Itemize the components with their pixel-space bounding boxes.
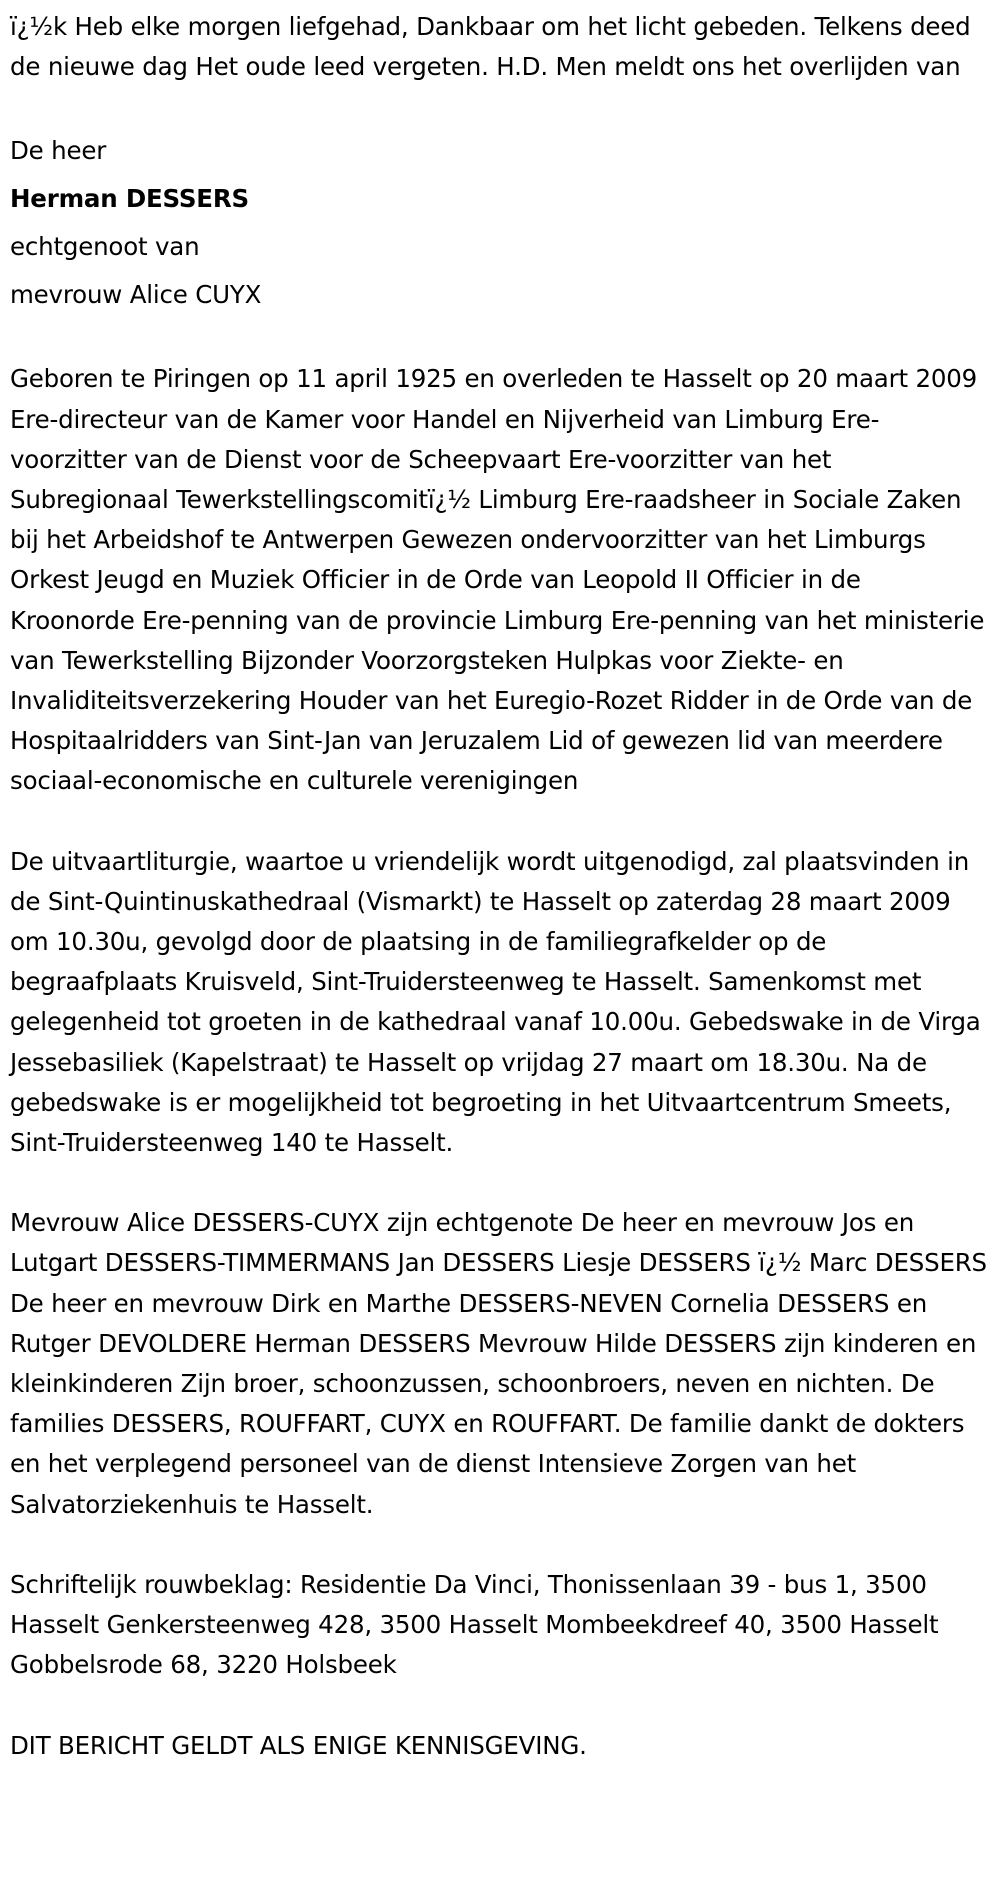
deceased-block [10, 127, 990, 319]
intro-verse: ï¿½k Heb elke morgen liefgehad, Dankbaar om het licht gebeden. Telkens deed de nieuwe dag Het oude leed vergeten. H.D. Men meldt ons het overlijden van [10, 12, 971, 82]
notice-line: DIT BERICHT GELDT ALS ENIGE KENNISGEVING. [10, 1730, 587, 1760]
spacer [10, 87, 990, 127]
spacer [10, 1686, 990, 1726]
condolences-paragraph: Schriftelijk rouwbeklag: Residentie Da Vinci, Thonissenlaan 39 - bus 1, 3500 Hasselt Genkersteenweg 428, 3500 Hasselt Mombeekdreef 40, 3500 Hasselt Gobbelsrode 68, 3220 Holsbeek [10, 1569, 939, 1680]
spouse-name: mevrouw Alice CUYX [10, 280, 262, 310]
spacer [10, 1163, 990, 1203]
biography-paragraph: Geboren te Piringen op 11 april 1925 en overleden te Hasselt op 20 maart 2009 Ere-directeur van de Kamer voor Handel en Nijverheid van Limburg Ere-voorzitter van de Dienst voor de Scheepvaart Ere-voorzitter van het Subregionaal Tewerkstellingscomitï¿½ Limburg Ere-raadsheer in Sociale Zaken bij het Arbeidshof te Antwerpen Gewezen ondervoorzitter van het Limburgs Orkest Jeugd en Muziek Officier in de Orde van Leopold II Officier in de Kroonorde Ere-penning van de provincie Limburg Ere-penning van het ministerie van Tewerkstelling Bijzonder Voorzorgsteken Hulpkas voor Ziekte- en Invaliditeitsverzekering Houder van het Euregio-Rozet Ridder in de Orde van de Hospitaalridders van Sint-Jan van Jeruzalem Lid of gewezen lid van meerdere sociaal-economische en culturele verenigingen [10, 364, 985, 796]
family-paragraph: Mevrouw Alice DESSERS-CUYX zijn echtgenote De heer en mevrouw Jos en Lutgart DESSERS-TIMMERMANS Jan DESSERS Liesje DESSERS ï¿½ Marc DESSERS De heer en mevrouw Dirk en Marthe DESSERS-NEVEN Cornelia DESSERS en Rutger DEVOLDERE Herman DESSERS Mevrouw Hilde DESSERS zijn kinderen en kleinkinderen Zijn broer, schoonzussen, schoonbroers, neven en nichten. De families DESSERS, ROUFFART, CUYX en ROUFFART. De familie dankt de dokters en het verplegend personeel van de dienst Intensieve Zorgen van het Salvatorziekenhuis te Hasselt. [10, 1208, 987, 1519]
spacer [10, 1525, 990, 1565]
spacer [10, 802, 990, 842]
funeral-paragraph: De uitvaartliturgie, waartoe u vriendelijk wordt uitgenodigd, zal plaatsvinden in de Sint-Quintinuskathedraal (Vismarkt) te Hasselt op zaterdag 28 maart 2009 om 10.30u, gevolgd door de plaatsing in de familiegrafkelder op de begraafplaats Kruisveld, Sint-Truidersteenweg te Hasselt. Samenkomst met gelegenheid tot groeten in de kathedraal vanaf 10.00u. Gebedswake in de Virga Jessebasiliek (Kapelstraat) te Hasselt op vrijdag 27 maart om 18.30u. Na de gebedswake is er mogelijkheid tot begroeting in het Uitvaartcentrum Smeets, Sint-Truidersteenweg 140 te Hasselt. [10, 846, 981, 1158]
relation-label: echtgenoot van [10, 232, 200, 262]
spacer [10, 319, 990, 359]
deceased-name: Herman DESSERS [10, 184, 249, 214]
salutation: De heer [10, 136, 107, 166]
